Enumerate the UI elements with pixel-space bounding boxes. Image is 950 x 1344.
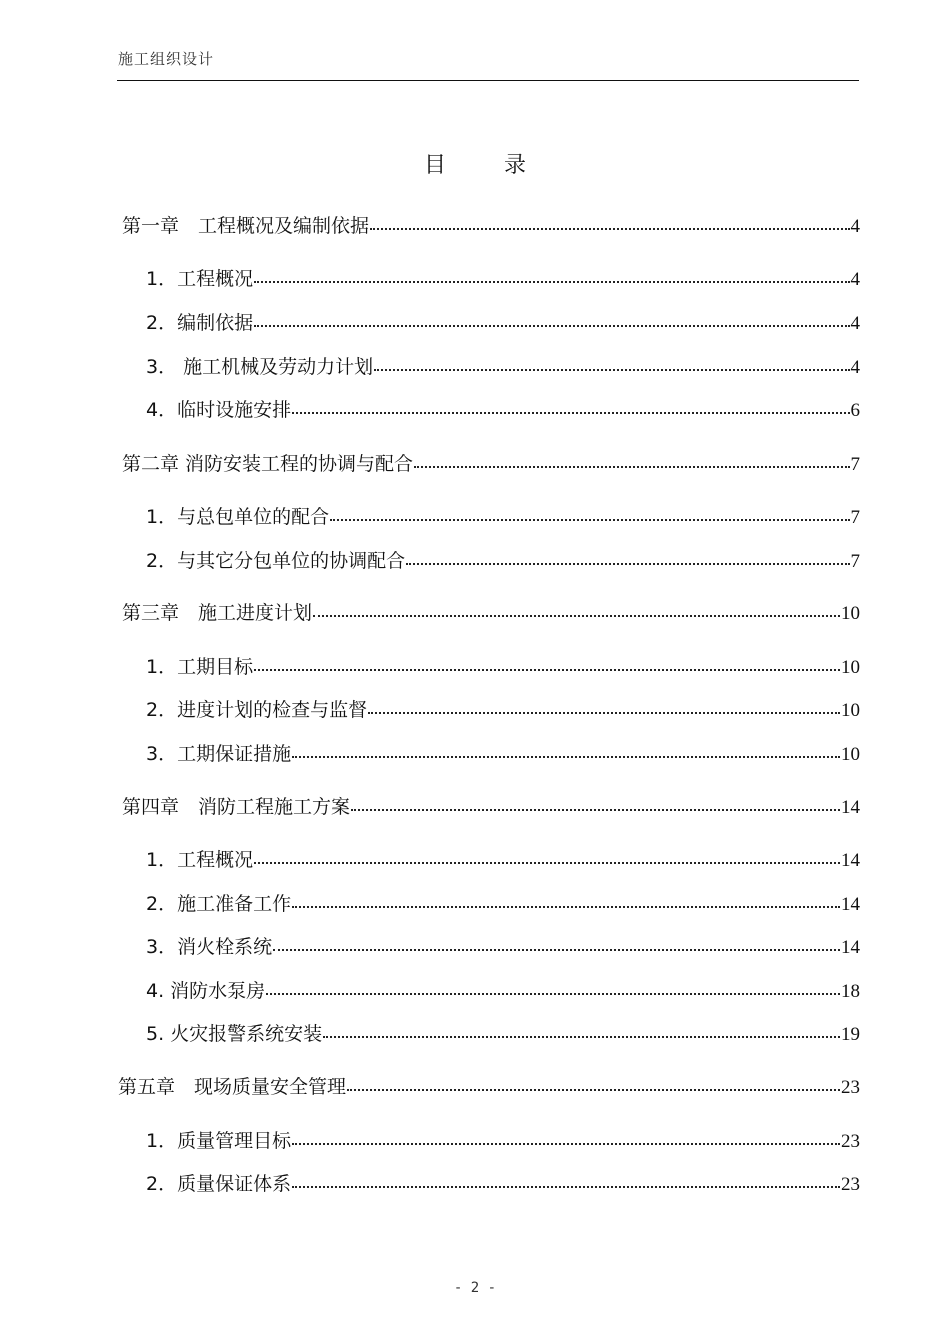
toc-entry-label: 2．与其它分包单位的协调配合 <box>146 550 406 572</box>
toc-entry-page: 10 <box>841 603 860 624</box>
header-divider <box>117 80 859 81</box>
toc-dot-leader <box>292 890 840 910</box>
toc-entry-label: 1．工程概况 <box>146 849 254 871</box>
toc-heading-left: 目 <box>423 153 446 178</box>
toc-dot-leader <box>414 450 849 470</box>
toc-entry-label: 3．工期保证措施 <box>146 743 292 765</box>
toc-entry-page: 18 <box>841 981 860 1002</box>
toc-section-entry <box>146 1127 860 1153</box>
toc-entry-label: 3．消火栓系统 <box>146 936 273 958</box>
toc-dot-leader <box>374 353 849 373</box>
toc-section-entry <box>146 1170 860 1196</box>
toc-dot-leader <box>254 309 849 329</box>
toc-entry-page: 14 <box>841 797 860 818</box>
toc-entry-page: 14 <box>841 850 860 871</box>
toc-heading <box>0 148 950 179</box>
toc-section-entry <box>146 547 860 573</box>
toc-dot-leader <box>254 846 840 866</box>
toc-dot-leader <box>266 977 840 997</box>
toc-entry-page: 23 <box>841 1174 860 1195</box>
toc-entry-page: 4 <box>850 313 860 334</box>
toc-entry-label: 第一章 工程概况及编制依据 <box>122 215 370 237</box>
toc-dot-leader <box>292 396 849 416</box>
toc-entry-label: 4. 消防水泵房 <box>146 980 266 1002</box>
toc-entry-page: 14 <box>841 894 860 915</box>
toc-entry-label: 4．临时设施安排 <box>146 399 292 421</box>
toc-dot-leader <box>292 740 840 760</box>
toc-section-entry <box>146 265 860 291</box>
toc-dot-leader <box>406 547 849 567</box>
toc-dot-leader <box>347 1073 840 1093</box>
toc-section-entry <box>146 1020 860 1046</box>
toc-section-entry <box>146 353 860 379</box>
toc-section-entry <box>146 396 860 422</box>
running-header-title: 施工组织设计 <box>118 50 215 68</box>
toc-entry-page: 23 <box>841 1131 860 1152</box>
toc-entry-label: 第三章 施工进度计划 <box>122 602 313 624</box>
toc-chapter-entry <box>122 450 860 476</box>
toc-dot-leader <box>292 1170 840 1190</box>
toc-chapter-entry <box>118 1073 860 1099</box>
toc-entry-label: 第五章 现场质量安全管理 <box>118 1076 347 1098</box>
toc-entry-page: 14 <box>841 937 860 958</box>
toc-dot-leader <box>368 696 840 716</box>
toc-entry-page: 23 <box>841 1077 860 1098</box>
toc-entry-label: 2．施工准备工作 <box>146 893 292 915</box>
toc-dot-leader <box>330 503 849 523</box>
toc-dot-leader <box>370 212 849 232</box>
toc-heading-right: 录 <box>504 153 527 178</box>
toc-entry-label: 3． 施工机械及劳动力计划 <box>146 356 374 378</box>
toc-dot-leader <box>313 599 840 619</box>
toc-chapter-entry <box>122 599 860 625</box>
toc-section-entry <box>146 653 860 679</box>
toc-chapter-entry <box>122 793 860 819</box>
toc-section-entry <box>146 977 860 1003</box>
toc-dot-leader <box>292 1127 840 1147</box>
toc-entry-label: 第二章 消防安装工程的协调与配合 <box>122 453 414 475</box>
page-number: - 2 - <box>453 1280 497 1296</box>
toc-entry-label: 2．进度计划的检查与监督 <box>146 699 368 721</box>
toc-section-entry <box>146 503 860 529</box>
toc-entry-label: 5. 火灾报警系统安装 <box>146 1023 323 1045</box>
toc-chapter-entry <box>122 212 860 238</box>
toc-entry-page: 7 <box>850 454 860 475</box>
toc-section-entry <box>146 696 860 722</box>
toc-section-entry <box>146 846 860 872</box>
toc-entry-page: 4 <box>850 357 860 378</box>
toc-entry-label: 1．质量管理目标 <box>146 1130 292 1152</box>
toc-entry-label: 2．编制依据 <box>146 312 254 334</box>
toc-entry-label: 1．工程概况 <box>146 268 254 290</box>
toc-dot-leader <box>254 653 840 673</box>
toc-section-entry <box>146 890 860 916</box>
toc-entry-page: 4 <box>850 216 860 237</box>
toc-dot-leader <box>351 793 840 813</box>
toc-entry-label: 1．与总包单位的配合 <box>146 506 330 528</box>
toc-entry-page: 10 <box>841 700 860 721</box>
toc-entry-page: 19 <box>841 1024 860 1045</box>
toc-section-entry <box>146 933 860 959</box>
toc-entry-label: 第四章 消防工程施工方案 <box>122 796 351 818</box>
toc-entry-page: 6 <box>850 400 860 421</box>
toc-entry-page: 10 <box>841 657 860 678</box>
toc-dot-leader <box>254 265 849 285</box>
toc-entry-page: 7 <box>850 507 860 528</box>
toc-dot-leader <box>273 933 840 953</box>
toc-section-entry <box>146 740 860 766</box>
toc-entry-label: 1．工期目标 <box>146 656 254 678</box>
toc-entry-label: 2．质量保证体系 <box>146 1173 292 1195</box>
toc-section-entry <box>146 309 860 335</box>
toc-entry-page: 10 <box>841 744 860 765</box>
toc-dot-leader <box>323 1020 840 1040</box>
toc-entry-page: 4 <box>850 269 860 290</box>
toc-entry-page: 7 <box>850 551 860 572</box>
